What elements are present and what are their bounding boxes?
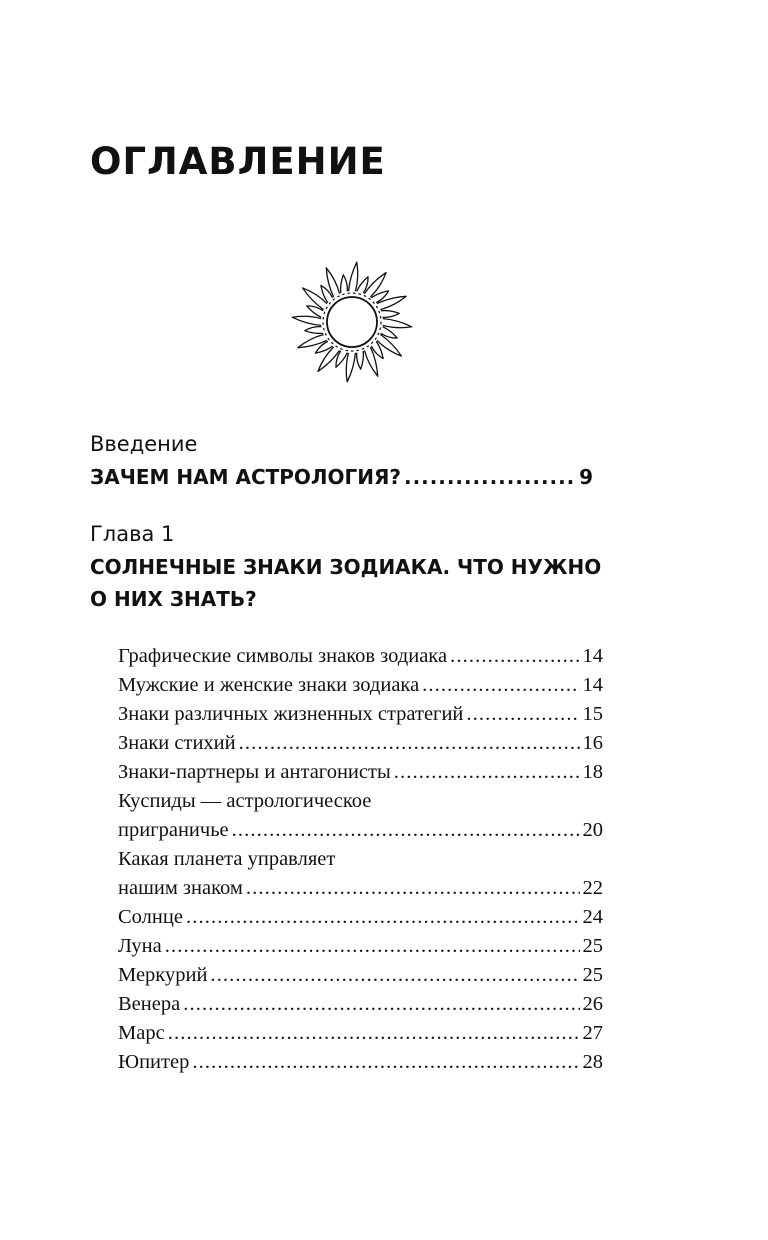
toc-entry[interactable] [118,990,608,1019]
leader-dots [422,671,579,700]
leader-dots [165,932,580,961]
toc-entry-title: Солнце [118,906,183,928]
toc-entry-title: Меркурий [118,964,208,986]
toc-page-number: 16 [582,732,603,754]
sun-ray [381,311,399,318]
chapter-label: Глава 1 [90,522,175,546]
toc-page-number: 27 [582,1022,603,1044]
chapter-title-line: СОЛНЕЧНЫЕ ЗНАКИ ЗОДИАКА. ЧТО НУЖНО [90,555,602,579]
chapter-toc-list [118,642,608,1077]
toc-page-number: 14 [582,674,603,696]
toc-entry[interactable] [118,961,608,990]
chapter-title [90,551,601,615]
sun-ray [341,275,348,293]
intro-entry[interactable] [90,465,593,489]
leader-dots [450,642,579,671]
toc-entry-title: Знаки стихий [118,732,236,754]
toc-entry-title: Графические символы знаков зодиака [118,645,448,667]
leader-dots [239,729,580,758]
leader-dots [186,903,580,932]
toc-entry-title: Куспиды — астрологическое [118,790,372,812]
toc-entry-title: Луна [118,935,162,957]
sun-ray [346,353,355,382]
toc-entry-title-cont: приграничье [118,819,229,841]
toc-entry-title: Венера [118,993,181,1015]
sun-ray [292,316,321,325]
toc-entry-title: Марс [118,1022,165,1044]
toc-entry[interactable] [118,671,608,700]
leader-dots [246,874,580,903]
intro-label: Введение [90,432,198,456]
toc-entry[interactable] [118,1048,608,1077]
sun-ray [383,319,412,328]
sun-ray [377,296,406,309]
toc-entry[interactable] [118,758,608,787]
toc-entry[interactable] [118,787,608,845]
toc-page-number: 22 [582,877,603,899]
leader-dots [168,1019,580,1048]
toc-page-number: 26 [582,993,603,1015]
toc-entry[interactable] [118,932,608,961]
sun-ray [357,351,364,369]
toc-entry-title: Знаки-партнеры и антагонисты [118,761,391,783]
toc-entry[interactable] [118,642,608,671]
toc-page-number: 14 [582,645,603,667]
intro-page-number: 9 [579,465,593,489]
leader-dots [232,816,580,845]
leader-dots [210,961,579,990]
toc-entry[interactable] [118,1019,608,1048]
leader-dots [466,700,579,729]
sun-ray [349,262,358,291]
toc-page-number: 18 [582,761,603,783]
toc-entry-title-cont: нашим знаком [118,877,243,899]
toc-page-number: 15 [582,703,603,725]
page-title: ОГЛАВЛЕНИЕ [90,140,386,183]
toc-entry-title: Какая планета управляет [118,848,336,870]
sun-ray [364,347,377,376]
toc-page-number: 28 [582,1051,603,1073]
leader-dots [183,990,579,1019]
chapter-title-line: О НИХ ЗНАТЬ? [90,587,257,611]
sun-icon [288,258,416,386]
toc-page-number: 24 [582,906,603,928]
sun-ray [326,268,339,297]
leader-dots [394,758,580,787]
toc-entry[interactable] [118,903,608,932]
toc-entry-title: Мужские и женские знаки зодиака [118,674,420,696]
toc-entry-title: Юпитер [118,1051,190,1073]
toc-page-number: 25 [582,935,603,957]
sun-ray [305,327,323,334]
leader-dots [404,465,576,489]
toc-page-number: 20 [582,819,603,841]
toc-entry-title: Знаки различных жизненных стратегий [118,703,464,725]
leader-dots [192,1048,579,1077]
intro-title: ЗАЧЕМ НАМ АСТРОЛОГИЯ? [90,465,402,489]
toc-entry[interactable] [118,729,608,758]
toc-page-number: 25 [582,964,603,986]
sun-ray [298,334,327,347]
toc-entry[interactable] [118,700,608,729]
toc-entry[interactable] [118,845,608,903]
